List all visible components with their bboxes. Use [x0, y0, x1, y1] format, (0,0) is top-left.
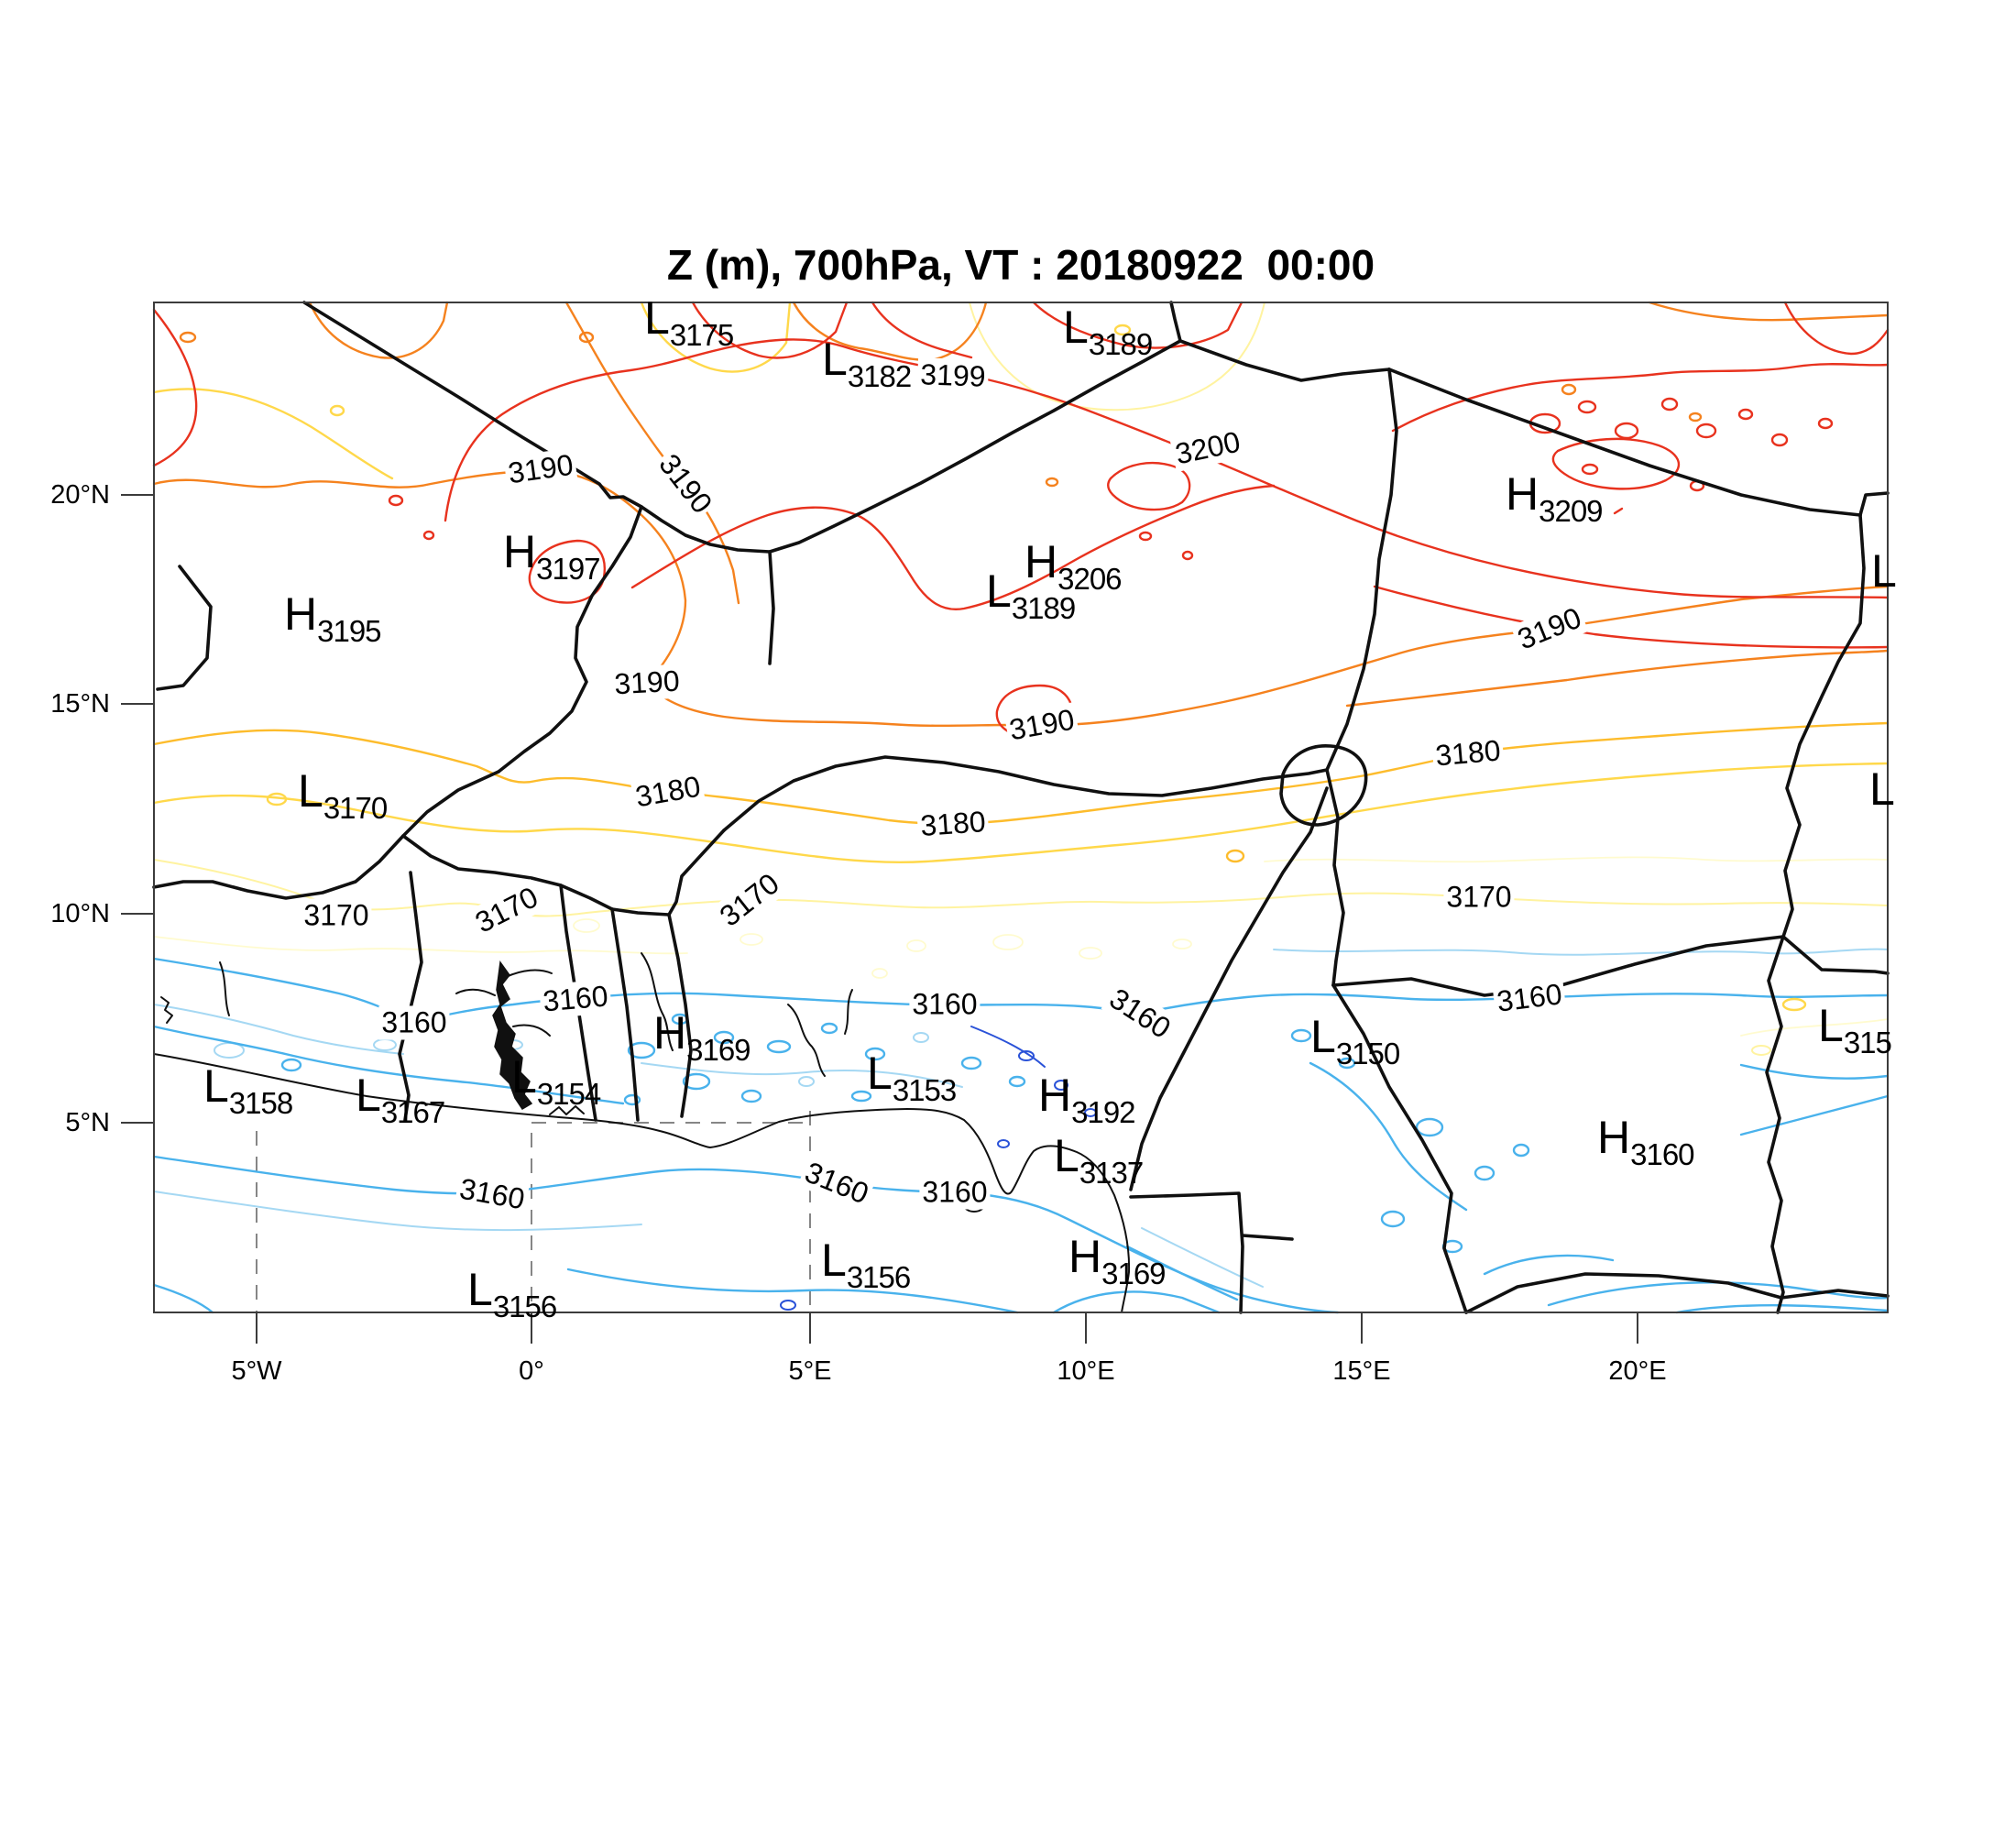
pressure-marker-l-3158 [203, 1060, 293, 1120]
pressure-marker-l-3156 [821, 1235, 911, 1294]
tick-label: 0° [519, 1356, 544, 1386]
marker-letter: L [1310, 1011, 1336, 1062]
marker-letter: L [822, 334, 848, 385]
pressure-marker-l-3167 [356, 1070, 445, 1129]
pressure-marker-h-3169 [1068, 1231, 1166, 1290]
marker-value: 3154 [536, 1077, 601, 1111]
marker-letter: L [1054, 1130, 1079, 1181]
contour-label-3190: 3190 [651, 445, 721, 522]
marker-value: 3209 [1539, 494, 1603, 528]
marker-letter: L [644, 292, 670, 344]
marker-letter: L [1063, 302, 1089, 353]
contour-label-3190: 3190 [1004, 702, 1079, 748]
tick-mark [256, 1312, 257, 1344]
tick-label: 5°N [65, 1108, 110, 1137]
marker-value: 3150 [1335, 1037, 1400, 1070]
contour-label-3160: 3160 [909, 988, 980, 1022]
pressure-marker-l-3154 [511, 1051, 601, 1111]
tick-label: 20°E [1608, 1356, 1667, 1386]
x-tick-10°E [1022, 1312, 1150, 1387]
contour-label-3180: 3180 [630, 769, 706, 815]
marker-value: 3169 [686, 1033, 751, 1067]
contours-3200-red [154, 302, 1888, 739]
x-tick-5°E [746, 1312, 874, 1387]
marker-value: 3137 [1079, 1156, 1144, 1190]
marker-letter: L [1869, 763, 1895, 815]
contour-label-3170: 3170 [711, 865, 788, 936]
pressure-marker-l-3150 [1310, 1011, 1400, 1070]
marker-value: 3167 [380, 1095, 445, 1129]
tick-label: 15°E [1332, 1356, 1391, 1386]
marker-letter: L [821, 1235, 847, 1286]
marker-value: 3195 [317, 614, 381, 648]
tick-label: 10°N [50, 899, 110, 928]
x-tick-20°E [1573, 1312, 1702, 1387]
tick-label: 20°N [50, 480, 110, 510]
contour-label-3160: 3160 [1492, 977, 1566, 1019]
contour-label-3160: 3160 [1101, 980, 1179, 1047]
tick-mark [1085, 1312, 1087, 1344]
marker-letter: L [298, 765, 323, 817]
pressure-marker-l-3153 [867, 1048, 957, 1107]
pressure-marker-l-315 [1818, 1000, 1891, 1059]
marker-value: 3175 [669, 318, 734, 352]
pressure-marker-l-edge13 [1871, 545, 1897, 597]
tick-mark [121, 703, 154, 705]
pressure-marker-l-3189 [1063, 302, 1153, 361]
pressure-marker-l-3156 [467, 1264, 557, 1323]
marker-letter: L [867, 1048, 893, 1099]
marker-letter: H [1038, 1070, 1072, 1121]
contour-label-3160: 3160 [919, 1176, 990, 1210]
marker-letter: H [1506, 468, 1539, 520]
coastline [154, 953, 1129, 1312]
pressure-marker-l-3175 [644, 292, 734, 352]
pressure-marker-l-3189 [986, 565, 1076, 625]
tick-mark [1637, 1312, 1638, 1344]
pressure-marker-h-3192 [1038, 1070, 1135, 1129]
marker-letter: L [1871, 545, 1897, 597]
tick-mark [121, 913, 154, 915]
marker-value: 3156 [492, 1290, 557, 1323]
contour-label-3160: 3160 [378, 1006, 449, 1040]
marker-letter: H [1024, 536, 1058, 587]
contour-label-3190: 3190 [503, 447, 578, 490]
marker-letter: H [284, 588, 318, 640]
marker-value: 3206 [1057, 562, 1122, 596]
marker-letter: H [653, 1007, 687, 1059]
x-tick-15°E [1298, 1312, 1426, 1387]
contour-label-3190: 3190 [610, 664, 683, 702]
tick-label: 5°E [788, 1356, 832, 1386]
pressure-marker-h-3195 [284, 588, 381, 648]
contour-label-3170: 3170 [1443, 881, 1514, 915]
pressure-marker-h-3209 [1506, 468, 1603, 528]
marker-letter: H [1597, 1112, 1631, 1163]
tick-mark [121, 1122, 154, 1124]
contour-label-3160: 3160 [455, 1171, 530, 1217]
contour-label-3180: 3180 [1431, 733, 1505, 774]
marker-value: 3182 [847, 359, 912, 393]
contour-label-3200: 3200 [1169, 424, 1245, 472]
tick-label: 10°E [1057, 1356, 1115, 1386]
marker-value: 3160 [1630, 1137, 1694, 1171]
tick-mark [1361, 1312, 1363, 1344]
marker-value: 3156 [846, 1260, 911, 1294]
marker-letter: L [356, 1070, 381, 1121]
pressure-marker-l-edge14 [1869, 763, 1895, 815]
marker-letter: L [986, 565, 1012, 617]
marker-letter: H [1068, 1231, 1102, 1282]
marker-value: 315 [1843, 1026, 1891, 1059]
marker-value: 3153 [892, 1073, 957, 1107]
marker-value: 3189 [1088, 327, 1153, 361]
pressure-marker-h-3169 [653, 1007, 751, 1067]
contour-label-3160: 3160 [797, 1154, 875, 1212]
marker-value: 3158 [228, 1086, 293, 1120]
contour-label-3170: 3170 [301, 899, 371, 933]
contour-label-3170: 3170 [467, 879, 546, 941]
tick-mark [809, 1312, 811, 1344]
x-tick-5°W [192, 1312, 321, 1387]
contour-label-3160: 3160 [539, 979, 612, 1019]
tick-label: 5°W [231, 1356, 282, 1386]
pressure-marker-h-3160 [1597, 1112, 1694, 1171]
marker-letter: L [467, 1264, 493, 1315]
tick-label: 15°N [50, 689, 110, 719]
pressure-marker-l-3182 [822, 334, 912, 393]
marker-value: 3170 [323, 791, 388, 825]
pressure-marker-h-3197 [503, 526, 600, 586]
tick-mark [121, 494, 154, 496]
map-title: Z (m), 700hPa, VT : 20180922 00:00 [666, 241, 1375, 289]
pressure-marker-l-3170 [298, 765, 388, 825]
marker-letter: L [1818, 1000, 1844, 1051]
contours-3190-orange [154, 302, 1888, 726]
marker-letter: H [503, 526, 537, 577]
contour-label-3190: 3190 [1510, 599, 1588, 657]
marker-letter: L [203, 1060, 229, 1112]
marker-value: 3189 [1011, 591, 1076, 625]
contour-label-3180: 3180 [916, 805, 990, 843]
marker-letter: L [511, 1051, 537, 1103]
marker-value: 3197 [536, 552, 600, 586]
marker-value: 3169 [1101, 1257, 1166, 1290]
x-tick-0° [467, 1312, 596, 1387]
marker-value: 3192 [1071, 1095, 1135, 1129]
pressure-marker-l-3137 [1054, 1130, 1144, 1190]
contour-label-3199: 3199 [917, 357, 989, 394]
